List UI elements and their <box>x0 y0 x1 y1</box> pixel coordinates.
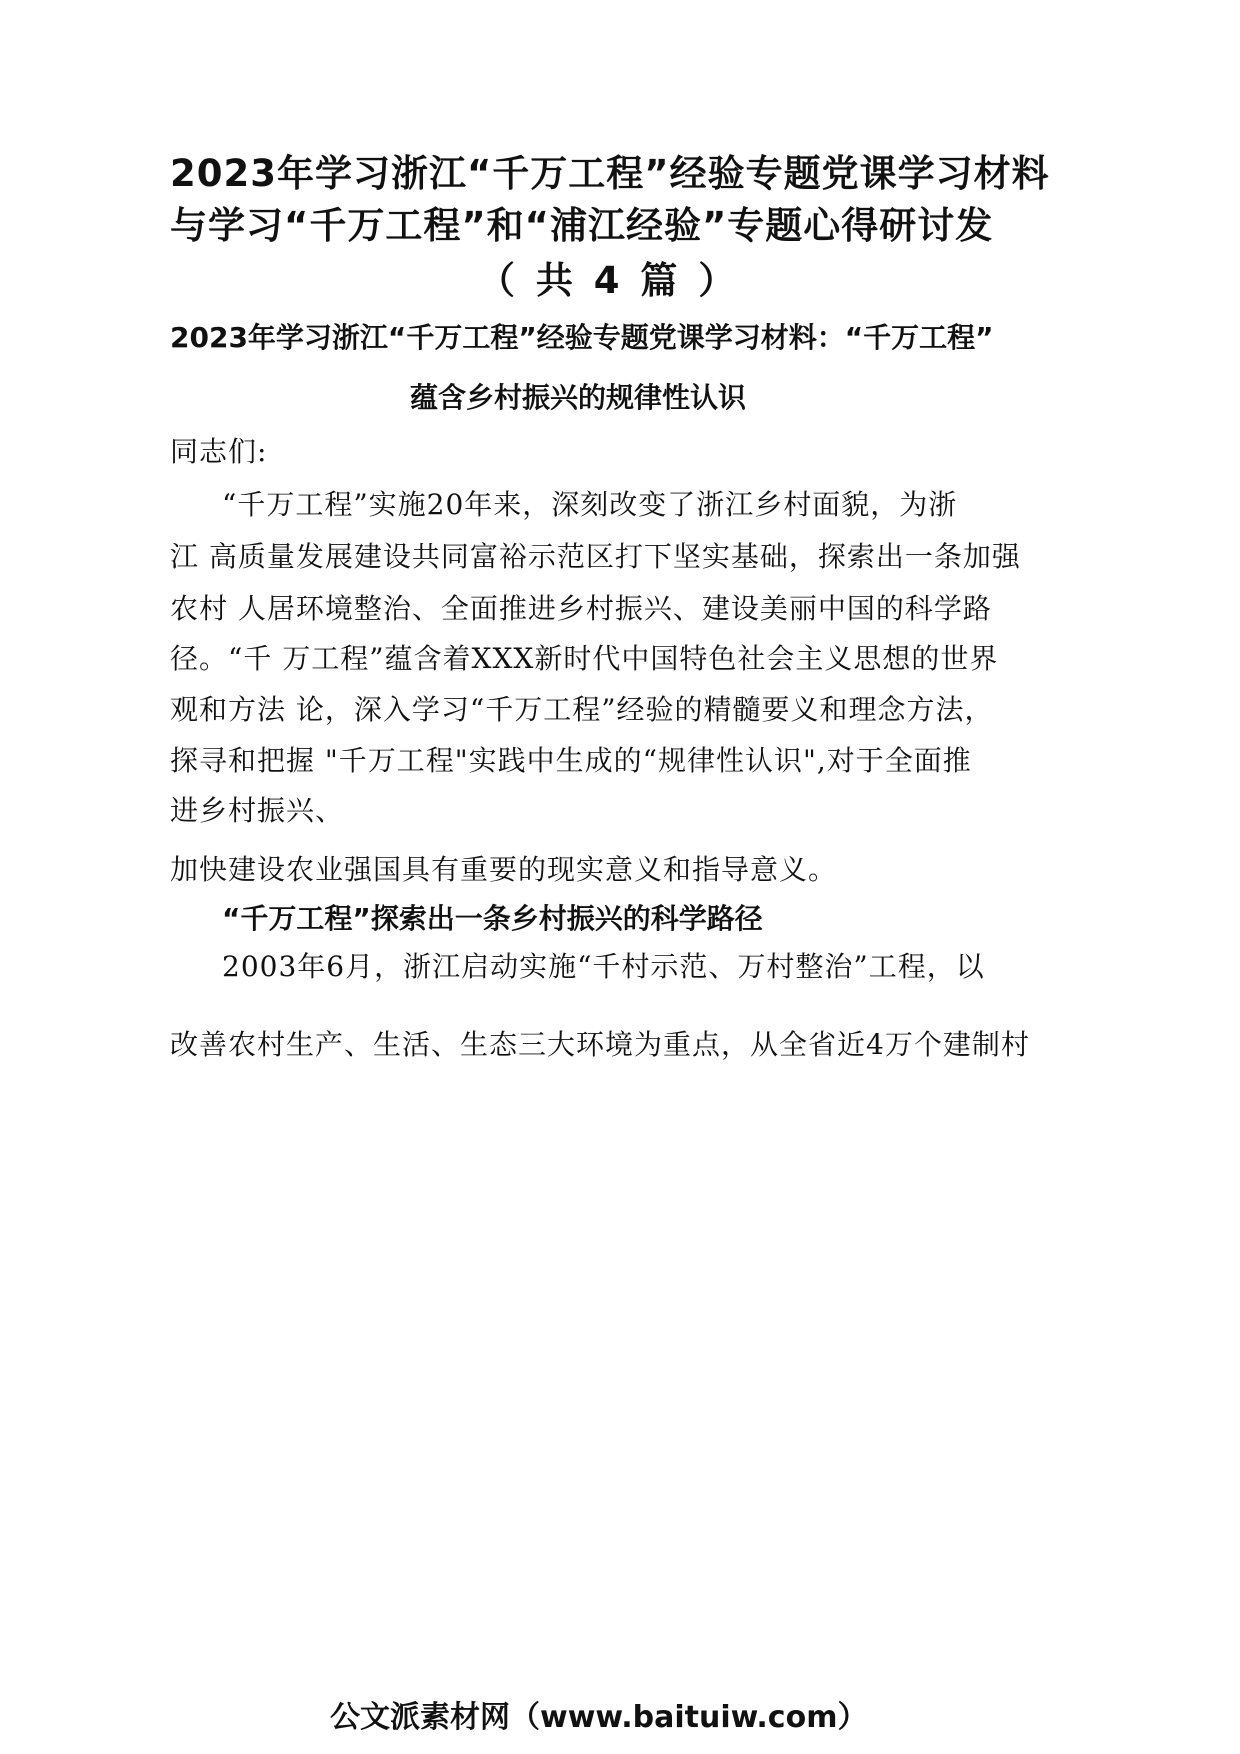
paragraph-1-line: 农村 人居环境整治、全面推进乡村振兴、建设美丽中国的科学路 <box>170 592 992 625</box>
paragraph-1-line: 江 高质量发展建设共同富裕示范区打下坚实基础，探索出一条加强 <box>170 540 1021 573</box>
section-heading: “千万工程”探索出一条乡村振兴的科学路径 <box>222 902 763 935</box>
salutation: 同志们: <box>170 435 268 468</box>
paragraph-1-line: 加快建设农业强国具有重要的现实意义和指导意义。 <box>170 853 838 886</box>
paragraph-1-line: 观和方法 论，深入学习“千万工程”经验的精髓要义和理念方法， <box>170 693 994 726</box>
paragraph-1-line: “千万工程”实施20年来，深刻改变了浙江乡村面貌，为浙 <box>222 488 958 521</box>
paragraph-1-line: 径。“千 万工程”蕴含着XXX新时代中国特色社会主义思想的世界 <box>170 642 999 675</box>
title-line-2: 与学习“千万工程”和“浦江经验”专题心得研讨发 <box>170 204 994 247</box>
paragraph-1-line: 探寻和把握 "千万工程"实践中生成的“规律性认识",对于全面推 <box>170 744 972 777</box>
subtitle-line-2: 蕴含乡村振兴的规律性认识 <box>410 381 747 414</box>
title-line-1: 2023年学习浙江“千万工程”经验专题党课学习材料 <box>170 152 1050 195</box>
subtitle-line-1: 2023年学习浙江“千万工程”经验专题党课学习材料：“千万工程” <box>170 321 994 354</box>
paragraph-1-line: 进乡村振兴、 <box>170 794 345 827</box>
paragraph-2-line: 2003年6月，浙江启动实施“千村示范、万村整治”工程，以 <box>222 950 985 983</box>
footer-source: 公文派素材网（www.baituiw.com） <box>330 1700 868 1735</box>
title-line-3: （ 共 4 篇 ） <box>478 259 740 302</box>
paragraph-2-line: 改善农村生产、生活、生态三大环境为重点，从全省近4万个建制村 <box>170 1028 1030 1061</box>
